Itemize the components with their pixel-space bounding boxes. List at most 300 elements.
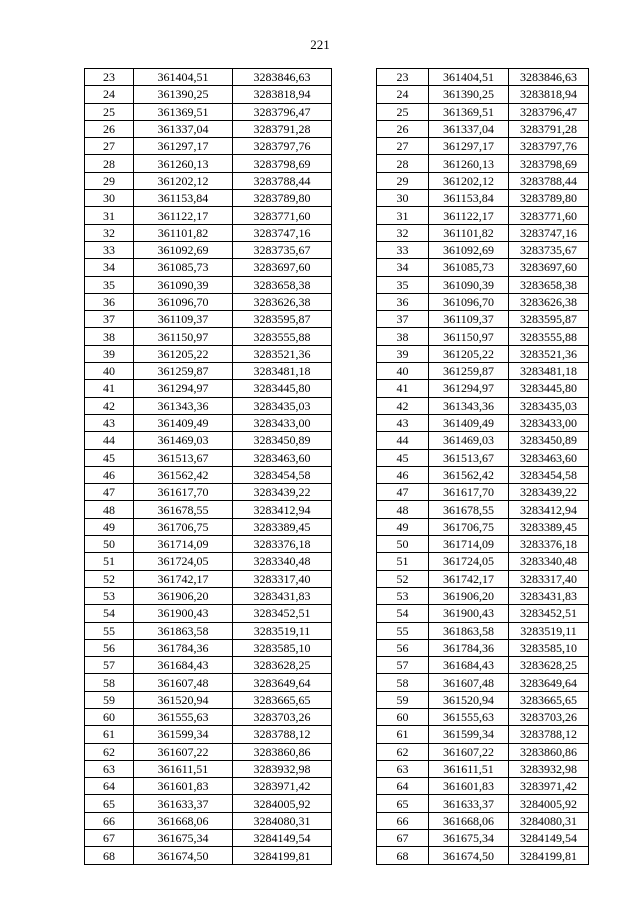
y-coordinate-cell: 3284005,92	[233, 795, 332, 812]
x-coordinate-cell: 361260,13	[429, 155, 509, 172]
coordinates-table-right	[376, 68, 589, 865]
table-row	[377, 207, 589, 224]
point-number-cell: 43	[85, 414, 134, 431]
y-coordinate-cell: 3283519,11	[233, 622, 332, 639]
y-coordinate-cell: 3283452,51	[233, 605, 332, 622]
point-number-cell: 25	[377, 103, 429, 120]
x-coordinate-cell: 361337,04	[134, 120, 233, 137]
table-row	[85, 605, 332, 622]
point-number-cell: 61	[377, 726, 429, 743]
y-coordinate-cell: 3283433,00	[509, 414, 589, 431]
table-row	[85, 657, 332, 674]
x-coordinate-cell: 361863,58	[134, 622, 233, 639]
x-coordinate-cell: 361668,06	[429, 812, 509, 829]
y-coordinate-cell: 3283747,16	[233, 224, 332, 241]
table-row	[85, 830, 332, 847]
y-coordinate-cell: 3283463,60	[509, 449, 589, 466]
point-number-cell: 47	[377, 484, 429, 501]
x-coordinate-cell: 361202,12	[429, 172, 509, 189]
table-row	[377, 484, 589, 501]
x-coordinate-cell: 361900,43	[429, 605, 509, 622]
y-coordinate-cell: 3284080,31	[233, 812, 332, 829]
y-coordinate-cell: 3283798,69	[509, 155, 589, 172]
x-coordinate-cell: 361122,17	[429, 207, 509, 224]
point-number-cell: 42	[85, 397, 134, 414]
x-coordinate-cell: 361259,87	[134, 363, 233, 380]
y-coordinate-cell: 3283431,83	[509, 587, 589, 604]
y-coordinate-cell: 3283412,94	[509, 501, 589, 518]
x-coordinate-cell: 361742,17	[429, 570, 509, 587]
table-row	[85, 708, 332, 725]
point-number-cell: 44	[377, 432, 429, 449]
table-row	[85, 414, 332, 431]
y-coordinate-cell: 3283791,28	[509, 120, 589, 137]
point-number-cell: 65	[85, 795, 134, 812]
x-coordinate-cell: 361294,97	[134, 380, 233, 397]
table-row	[377, 674, 589, 691]
point-number-cell: 45	[85, 449, 134, 466]
point-number-cell: 38	[85, 328, 134, 345]
point-number-cell: 48	[377, 501, 429, 518]
table-row	[377, 553, 589, 570]
point-number-cell: 64	[377, 778, 429, 795]
x-coordinate-cell: 361096,70	[429, 293, 509, 310]
point-number-cell: 61	[85, 726, 134, 743]
x-coordinate-cell: 361675,34	[429, 830, 509, 847]
table-row	[377, 847, 589, 864]
y-coordinate-cell: 3283481,18	[233, 363, 332, 380]
table-row	[377, 605, 589, 622]
table-row	[85, 726, 332, 743]
table-row	[85, 743, 332, 760]
y-coordinate-cell: 3283735,67	[233, 241, 332, 258]
y-coordinate-cell: 3283585,10	[509, 639, 589, 656]
x-coordinate-cell: 361297,17	[134, 138, 233, 155]
table-row	[377, 155, 589, 172]
x-coordinate-cell: 361109,37	[429, 311, 509, 328]
x-coordinate-cell: 361150,97	[134, 328, 233, 345]
point-number-cell: 58	[85, 674, 134, 691]
point-number-cell: 62	[377, 743, 429, 760]
table-row	[85, 293, 332, 310]
y-coordinate-cell: 3284149,54	[509, 830, 589, 847]
point-number-cell: 50	[85, 536, 134, 553]
y-coordinate-cell: 3283450,89	[233, 432, 332, 449]
table-row	[85, 172, 332, 189]
table-row	[85, 120, 332, 137]
table-row	[377, 224, 589, 241]
point-number-cell: 55	[85, 622, 134, 639]
table-row	[85, 518, 332, 535]
x-coordinate-cell: 361555,63	[429, 708, 509, 725]
y-coordinate-cell: 3283626,38	[233, 293, 332, 310]
x-coordinate-cell: 361369,51	[429, 103, 509, 120]
table-row	[85, 501, 332, 518]
y-coordinate-cell: 3283703,26	[509, 708, 589, 725]
point-number-cell: 66	[85, 812, 134, 829]
x-coordinate-cell: 361469,03	[429, 432, 509, 449]
point-number-cell: 56	[85, 639, 134, 656]
x-coordinate-cell: 361259,87	[429, 363, 509, 380]
table-row	[85, 155, 332, 172]
x-coordinate-cell: 361607,48	[134, 674, 233, 691]
y-coordinate-cell: 3283791,28	[233, 120, 332, 137]
x-coordinate-cell: 361555,63	[134, 708, 233, 725]
x-coordinate-cell: 361337,04	[429, 120, 509, 137]
x-coordinate-cell: 361617,70	[429, 484, 509, 501]
table-row	[377, 276, 589, 293]
y-coordinate-cell: 3283665,65	[233, 691, 332, 708]
point-number-cell: 30	[377, 190, 429, 207]
table-row	[377, 311, 589, 328]
x-coordinate-cell: 361678,55	[134, 501, 233, 518]
table-row	[377, 345, 589, 362]
table-row	[377, 397, 589, 414]
point-number-cell: 40	[85, 363, 134, 380]
table-row	[85, 138, 332, 155]
y-coordinate-cell: 3283703,26	[233, 708, 332, 725]
point-number-cell: 26	[85, 120, 134, 137]
x-coordinate-cell: 361409,49	[134, 414, 233, 431]
y-coordinate-cell: 3284199,81	[509, 847, 589, 864]
point-number-cell: 48	[85, 501, 134, 518]
point-number-cell: 41	[85, 380, 134, 397]
x-coordinate-cell: 361607,48	[429, 674, 509, 691]
point-number-cell: 31	[377, 207, 429, 224]
x-coordinate-cell: 361122,17	[134, 207, 233, 224]
table-row	[377, 86, 589, 103]
x-coordinate-cell: 361599,34	[134, 726, 233, 743]
y-coordinate-cell: 3283932,98	[509, 760, 589, 777]
point-number-cell: 25	[85, 103, 134, 120]
table-row	[85, 812, 332, 829]
x-coordinate-cell: 361684,43	[134, 657, 233, 674]
table-row	[85, 484, 332, 501]
y-coordinate-cell: 3283595,87	[233, 311, 332, 328]
x-coordinate-cell: 361390,25	[134, 86, 233, 103]
point-number-cell: 49	[85, 518, 134, 535]
y-coordinate-cell: 3283771,60	[233, 207, 332, 224]
y-coordinate-cell: 3283317,40	[509, 570, 589, 587]
y-coordinate-cell: 3283971,42	[233, 778, 332, 795]
table-row	[377, 622, 589, 639]
y-coordinate-cell: 3283788,44	[509, 172, 589, 189]
y-coordinate-cell: 3283521,36	[509, 345, 589, 362]
point-number-cell: 28	[377, 155, 429, 172]
point-number-cell: 32	[377, 224, 429, 241]
point-number-cell: 32	[85, 224, 134, 241]
y-coordinate-cell: 3283435,03	[233, 397, 332, 414]
point-number-cell: 44	[85, 432, 134, 449]
x-coordinate-cell: 361404,51	[429, 69, 509, 86]
x-coordinate-cell: 361599,34	[429, 726, 509, 743]
page-number: 221	[310, 37, 330, 52]
table-row	[377, 518, 589, 535]
y-coordinate-cell: 3283439,22	[233, 484, 332, 501]
y-coordinate-cell: 3283445,80	[233, 380, 332, 397]
point-number-cell: 68	[85, 847, 134, 864]
table-row	[85, 259, 332, 276]
table-row	[85, 553, 332, 570]
point-number-cell: 28	[85, 155, 134, 172]
point-number-cell: 52	[85, 570, 134, 587]
point-number-cell: 65	[377, 795, 429, 812]
x-coordinate-cell: 361109,37	[134, 311, 233, 328]
table-row	[377, 501, 589, 518]
table-row	[85, 207, 332, 224]
y-coordinate-cell: 3283747,16	[509, 224, 589, 241]
table-row	[377, 380, 589, 397]
point-number-cell: 60	[377, 708, 429, 725]
y-coordinate-cell: 3283789,80	[509, 190, 589, 207]
x-coordinate-cell: 361096,70	[134, 293, 233, 310]
point-number-cell: 45	[377, 449, 429, 466]
y-coordinate-cell: 3283798,69	[233, 155, 332, 172]
point-number-cell: 39	[377, 345, 429, 362]
table-row	[85, 86, 332, 103]
table-row	[85, 190, 332, 207]
y-coordinate-cell: 3283389,45	[233, 518, 332, 535]
x-coordinate-cell: 361906,20	[134, 587, 233, 604]
table-row	[85, 570, 332, 587]
y-coordinate-cell: 3283797,76	[509, 138, 589, 155]
x-coordinate-cell: 361601,83	[134, 778, 233, 795]
point-number-cell: 53	[377, 587, 429, 604]
x-coordinate-cell: 361150,97	[429, 328, 509, 345]
y-coordinate-cell: 3284199,81	[233, 847, 332, 864]
y-coordinate-cell: 3283788,44	[233, 172, 332, 189]
point-number-cell: 29	[377, 172, 429, 189]
y-coordinate-cell: 3283697,60	[233, 259, 332, 276]
point-number-cell: 67	[377, 830, 429, 847]
x-coordinate-cell: 361101,82	[429, 224, 509, 241]
x-coordinate-cell: 361369,51	[134, 103, 233, 120]
table-row	[85, 536, 332, 553]
y-coordinate-cell: 3283818,94	[233, 86, 332, 103]
table-row	[377, 241, 589, 258]
x-coordinate-cell: 361633,37	[134, 795, 233, 812]
table-row	[85, 674, 332, 691]
y-coordinate-cell: 3283846,63	[509, 69, 589, 86]
y-coordinate-cell: 3283971,42	[509, 778, 589, 795]
point-number-cell: 41	[377, 380, 429, 397]
x-coordinate-cell: 361784,36	[429, 639, 509, 656]
y-coordinate-cell: 3283340,48	[233, 553, 332, 570]
coordinates-table-left-body	[85, 69, 332, 865]
y-coordinate-cell: 3283797,76	[233, 138, 332, 155]
y-coordinate-cell: 3283454,58	[233, 466, 332, 483]
y-coordinate-cell: 3283340,48	[509, 553, 589, 570]
x-coordinate-cell: 361390,25	[429, 86, 509, 103]
point-number-cell: 27	[377, 138, 429, 155]
x-coordinate-cell: 361085,73	[134, 259, 233, 276]
table-row	[85, 380, 332, 397]
table-row	[377, 760, 589, 777]
point-number-cell: 35	[85, 276, 134, 293]
point-number-cell: 64	[85, 778, 134, 795]
coordinates-table-right-body	[377, 69, 589, 865]
x-coordinate-cell: 361724,05	[429, 553, 509, 570]
point-number-cell: 46	[377, 466, 429, 483]
x-coordinate-cell: 361469,03	[134, 432, 233, 449]
table-row	[85, 466, 332, 483]
table-row	[377, 743, 589, 760]
point-number-cell: 57	[377, 657, 429, 674]
x-coordinate-cell: 361090,39	[429, 276, 509, 293]
y-coordinate-cell: 3283788,12	[509, 726, 589, 743]
x-coordinate-cell: 361678,55	[429, 501, 509, 518]
x-coordinate-cell: 361562,42	[429, 466, 509, 483]
y-coordinate-cell: 3283789,80	[233, 190, 332, 207]
y-coordinate-cell: 3283412,94	[233, 501, 332, 518]
y-coordinate-cell: 3284080,31	[509, 812, 589, 829]
table-row	[377, 120, 589, 137]
y-coordinate-cell: 3283521,36	[233, 345, 332, 362]
y-coordinate-cell: 3283450,89	[509, 432, 589, 449]
point-number-cell: 27	[85, 138, 134, 155]
point-number-cell: 37	[85, 311, 134, 328]
x-coordinate-cell: 361202,12	[134, 172, 233, 189]
x-coordinate-cell: 361906,20	[429, 587, 509, 604]
table-row	[377, 172, 589, 189]
x-coordinate-cell: 361724,05	[134, 553, 233, 570]
x-coordinate-cell: 361404,51	[134, 69, 233, 86]
x-coordinate-cell: 361617,70	[134, 484, 233, 501]
x-coordinate-cell: 361205,22	[429, 345, 509, 362]
y-coordinate-cell: 3283376,18	[509, 536, 589, 553]
y-coordinate-cell: 3283932,98	[233, 760, 332, 777]
y-coordinate-cell: 3283454,58	[509, 466, 589, 483]
point-number-cell: 30	[85, 190, 134, 207]
table-row	[377, 190, 589, 207]
y-coordinate-cell: 3283519,11	[509, 622, 589, 639]
point-number-cell: 67	[85, 830, 134, 847]
x-coordinate-cell: 361513,67	[429, 449, 509, 466]
y-coordinate-cell: 3283376,18	[233, 536, 332, 553]
x-coordinate-cell: 361601,83	[429, 778, 509, 795]
table-row	[377, 812, 589, 829]
x-coordinate-cell: 361674,50	[429, 847, 509, 864]
point-number-cell: 68	[377, 847, 429, 864]
y-coordinate-cell: 3283628,25	[509, 657, 589, 674]
x-coordinate-cell: 361090,39	[134, 276, 233, 293]
table-row	[377, 466, 589, 483]
point-number-cell: 50	[377, 536, 429, 553]
x-coordinate-cell: 361520,94	[134, 691, 233, 708]
table-row	[85, 795, 332, 812]
point-number-cell: 23	[85, 69, 134, 86]
y-coordinate-cell: 3283439,22	[509, 484, 589, 501]
table-row	[377, 570, 589, 587]
y-coordinate-cell: 3283649,64	[233, 674, 332, 691]
x-coordinate-cell: 361607,22	[134, 743, 233, 760]
table-row	[85, 241, 332, 258]
table-row	[377, 293, 589, 310]
coordinates-table-left	[84, 68, 332, 865]
point-number-cell: 62	[85, 743, 134, 760]
y-coordinate-cell: 3284005,92	[509, 795, 589, 812]
table-row	[377, 103, 589, 120]
table-row	[85, 363, 332, 380]
x-coordinate-cell: 361633,37	[429, 795, 509, 812]
y-coordinate-cell: 3283431,83	[233, 587, 332, 604]
y-coordinate-cell: 3283585,10	[233, 639, 332, 656]
point-number-cell: 51	[377, 553, 429, 570]
point-number-cell: 56	[377, 639, 429, 656]
y-coordinate-cell: 3283555,88	[509, 328, 589, 345]
y-coordinate-cell: 3283735,67	[509, 241, 589, 258]
table-row	[85, 691, 332, 708]
x-coordinate-cell: 361684,43	[429, 657, 509, 674]
y-coordinate-cell: 3283665,65	[509, 691, 589, 708]
table-row	[377, 259, 589, 276]
point-number-cell: 59	[85, 691, 134, 708]
x-coordinate-cell: 361343,36	[429, 397, 509, 414]
point-number-cell: 31	[85, 207, 134, 224]
table-row	[377, 432, 589, 449]
point-number-cell: 26	[377, 120, 429, 137]
y-coordinate-cell: 3283626,38	[509, 293, 589, 310]
table-row	[85, 847, 332, 864]
x-coordinate-cell: 361153,84	[429, 190, 509, 207]
point-number-cell: 51	[85, 553, 134, 570]
x-coordinate-cell: 361562,42	[134, 466, 233, 483]
table-row	[377, 639, 589, 656]
y-coordinate-cell: 3283860,86	[233, 743, 332, 760]
table-row	[377, 449, 589, 466]
x-coordinate-cell: 361706,75	[134, 518, 233, 535]
table-row	[85, 760, 332, 777]
y-coordinate-cell: 3283796,47	[509, 103, 589, 120]
table-row	[377, 328, 589, 345]
y-coordinate-cell: 3283788,12	[233, 726, 332, 743]
y-coordinate-cell: 3283771,60	[509, 207, 589, 224]
x-coordinate-cell: 361101,82	[134, 224, 233, 241]
point-number-cell: 49	[377, 518, 429, 535]
table-row	[85, 449, 332, 466]
table-row	[377, 708, 589, 725]
table-row	[377, 691, 589, 708]
point-number-cell: 37	[377, 311, 429, 328]
y-coordinate-cell: 3283796,47	[233, 103, 332, 120]
point-number-cell: 40	[377, 363, 429, 380]
x-coordinate-cell: 361863,58	[429, 622, 509, 639]
y-coordinate-cell: 3283628,25	[233, 657, 332, 674]
point-number-cell: 55	[377, 622, 429, 639]
point-number-cell: 43	[377, 414, 429, 431]
y-coordinate-cell: 3283463,60	[233, 449, 332, 466]
y-coordinate-cell: 3283818,94	[509, 86, 589, 103]
table-row	[377, 778, 589, 795]
table-row	[85, 345, 332, 362]
y-coordinate-cell: 3283658,38	[509, 276, 589, 293]
x-coordinate-cell: 361668,06	[134, 812, 233, 829]
x-coordinate-cell: 361520,94	[429, 691, 509, 708]
x-coordinate-cell: 361205,22	[134, 345, 233, 362]
y-coordinate-cell: 3283433,00	[233, 414, 332, 431]
y-coordinate-cell: 3283389,45	[509, 518, 589, 535]
point-number-cell: 42	[377, 397, 429, 414]
y-coordinate-cell: 3283555,88	[233, 328, 332, 345]
x-coordinate-cell: 361675,34	[134, 830, 233, 847]
table-row	[85, 276, 332, 293]
table-row	[377, 726, 589, 743]
point-number-cell: 46	[85, 466, 134, 483]
table-row	[377, 138, 589, 155]
x-coordinate-cell: 361674,50	[134, 847, 233, 864]
table-row	[377, 587, 589, 604]
x-coordinate-cell: 361153,84	[134, 190, 233, 207]
